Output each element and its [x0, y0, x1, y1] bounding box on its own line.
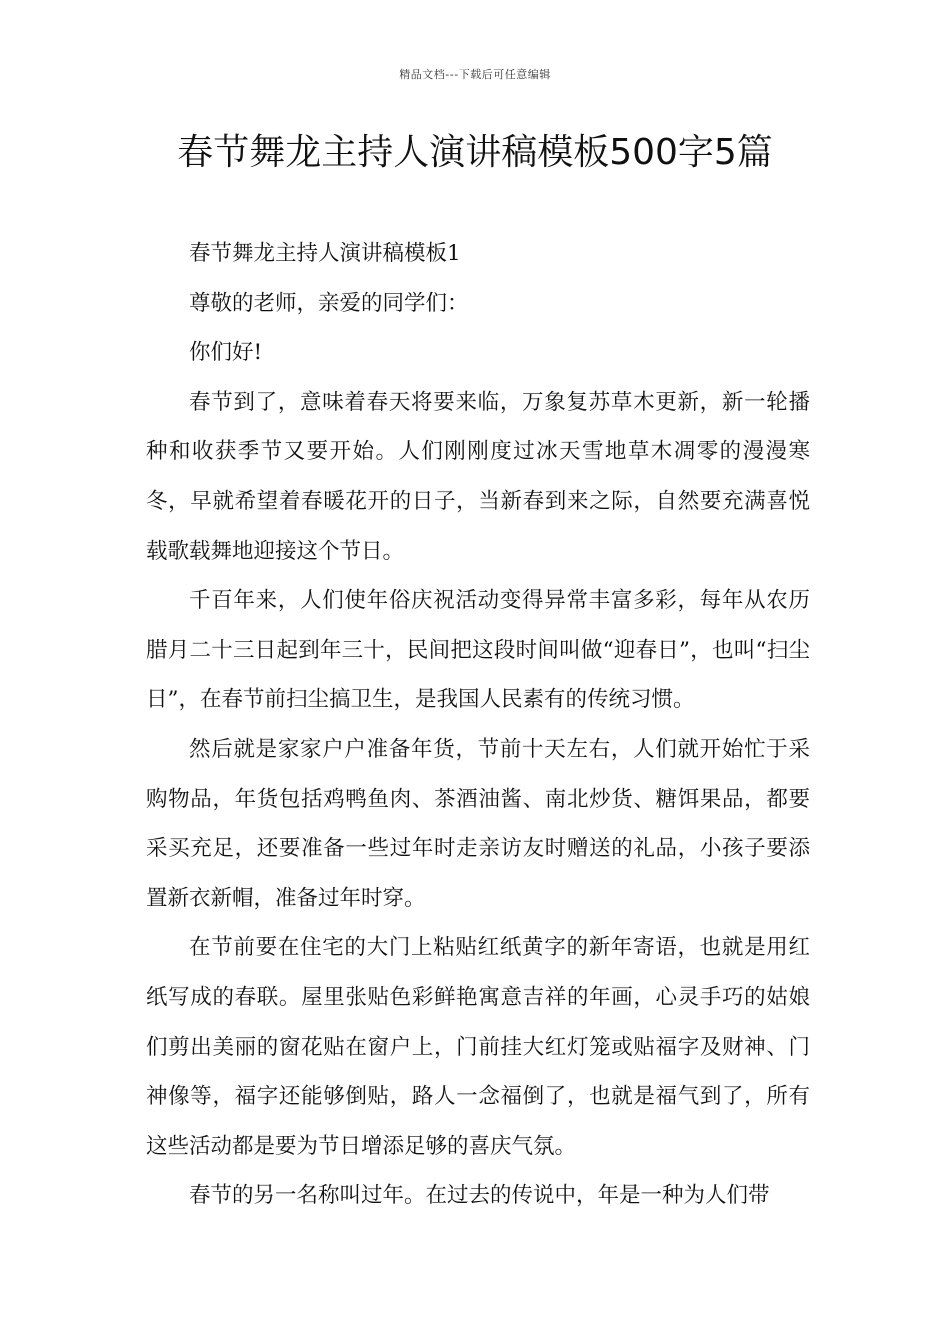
paragraph: 春节到了，意味着春天将要来临，万象复苏草木更新，新一轮播种和收获季节又要开始。人们刚刚度过冰天雪地草木凋零的漫漫寒冬，早就希望着春暖花开的日子，当新春到来之际，自然要充满喜悦载歌载舞地迎接这个节日。	[146, 389, 810, 564]
paragraph: 春节的另一名称叫过年。在过去的传说中，年是一种为人们带	[189, 1183, 770, 1209]
greeting: 你们好!	[189, 340, 263, 366]
salutation: 尊敬的老师，亲爱的同学们：	[189, 290, 469, 316]
document-body	[146, 229, 810, 1221]
paragraph: 然后就是家家户户准备年货，节前十天左右，人们就开始忙于采购物品，年货包括鸡鸭鱼肉、茶酒油酱、南北炒货、糖饵果品，都要采买充足，还要准备一些过年时走亲访友时赠送的礼品，小孩子要添置新衣新帽，准备过年时穿。	[146, 736, 810, 911]
document-title: 春节舞龙主持人演讲稿模板500字5篇	[177, 132, 773, 173]
paragraph: 在节前要在住宅的大门上粘贴红纸黄字的新年寄语，也就是用红纸写成的春联。屋里张贴色彩鲜艳寓意吉祥的年画，心灵手巧的姑娘们剪出美丽的窗花贴在窗户上，门前挂大红灯笼或贴福字及财神、门神像等，福字还能够倒贴，路人一念福倒了，也就是福气到了，所有这些活动都是要为节日增添足够的喜庆气氛。	[146, 935, 810, 1159]
section-heading: 春节舞龙主持人演讲稿模板1	[189, 241, 461, 266]
paragraph: 千百年来，人们使年俗庆祝活动变得异常丰富多彩，每年从农历腊月二十三日起到年三十，民间把这段时间叫做“迎春日”，也叫“扫尘日”，在春节前扫尘搞卫生，是我国人民素有的传统习惯。	[146, 588, 810, 713]
header-note: 精品文档---下载后可任意编辑	[399, 68, 551, 81]
